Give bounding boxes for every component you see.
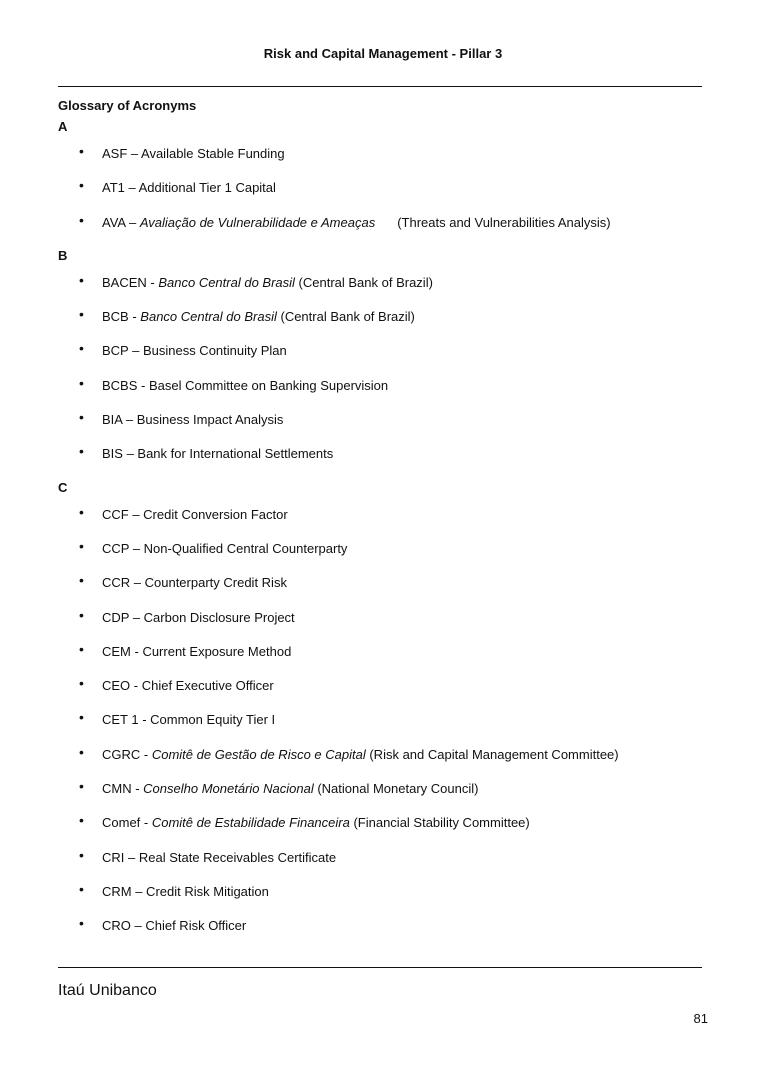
bullet-icon: • <box>79 537 84 554</box>
bullet-icon: • <box>79 177 84 194</box>
entry-prefix: CGRC - <box>102 746 152 762</box>
entry-text: BIA – Business Impact Analysis <box>102 412 284 428</box>
glossary-section-b <box>58 248 708 480</box>
entry-text: CRM – Credit Risk Mitigation <box>102 883 269 899</box>
bullet-icon: • <box>79 709 84 726</box>
bullet-icon: • <box>79 846 84 863</box>
entry-italic-term: Comitê de Estabilidade Financeira <box>151 815 350 831</box>
bullet-icon: • <box>79 572 84 589</box>
list-item <box>58 917 708 951</box>
entry-translation: (National Monetary Council) <box>313 781 479 797</box>
glossary-title: Glossary of Acronyms <box>58 98 197 113</box>
entry-prefix: CMN - <box>102 781 144 797</box>
bullet-icon: • <box>79 915 84 932</box>
entry-italic-term: Avaliação de Vulnerabilidade e Ameaças <box>139 214 376 230</box>
entry-translation: (Financial Stability Committee) <box>349 815 530 831</box>
list-item <box>58 271 708 308</box>
list-item <box>58 814 708 848</box>
entry-text: BCP – Business Continuity Plan <box>102 343 287 359</box>
list-item <box>58 606 708 643</box>
page-header-title: Risk and Capital Management - Pillar 3 <box>263 46 503 61</box>
entry-text: CEO - Chief Executive Officer <box>102 678 274 694</box>
entry-text: CCF – Credit Conversion Factor <box>102 506 288 522</box>
bullet-icon: • <box>79 443 84 460</box>
list-item <box>58 574 708 608</box>
section-letter: B <box>58 247 68 263</box>
entry-text: CDP – Carbon Disclosure Project <box>102 609 295 625</box>
list-item <box>58 179 708 213</box>
bullet-icon: • <box>79 743 84 760</box>
list-item <box>58 711 708 745</box>
entry-translation: (Central Bank of Brazil) <box>294 274 433 290</box>
entry-prefix: Comef - <box>102 815 152 831</box>
bullet-icon: • <box>79 778 84 795</box>
bullet-icon: • <box>79 503 84 520</box>
entry-italic-term: Banco Central do Brasil <box>140 309 277 325</box>
footer-company-name: Itaú Unibanco <box>58 982 157 999</box>
bullet-icon: • <box>79 640 84 657</box>
bullet-icon: • <box>79 271 84 288</box>
entry-text: CCR – Counterparty Credit Risk <box>102 575 287 591</box>
list-item <box>58 211 708 248</box>
bullet-icon: • <box>79 880 84 897</box>
bullet-icon: • <box>79 675 84 692</box>
list-item <box>58 342 708 376</box>
glossary <box>58 98 708 952</box>
entry-italic-term: Comitê de Gestão de Risco e Capital <box>151 746 366 762</box>
list-item <box>58 308 708 342</box>
bullet-icon: • <box>79 340 84 357</box>
bullet-icon: • <box>79 606 84 623</box>
list-item <box>58 780 708 814</box>
bullet-icon: • <box>79 143 84 159</box>
bullet-icon: • <box>79 211 84 228</box>
entry-list <box>58 145 708 248</box>
entry-italic-term: Conselho Monetário Nacional <box>143 781 314 797</box>
list-item <box>58 374 708 411</box>
bullet-icon: • <box>79 409 84 426</box>
page-number: 81 <box>693 1011 708 1026</box>
list-item <box>58 743 708 780</box>
list-item <box>58 640 708 677</box>
entry-prefix: BACEN - <box>102 274 159 290</box>
entry-text: CRO – Chief Risk Officer <box>102 918 247 934</box>
entry-text: AT1 – Additional Tier 1 Capital <box>102 180 276 196</box>
entry-list <box>58 271 708 480</box>
entry-prefix: BCB - <box>102 309 141 325</box>
entry-text: CRI – Real State Receivables Certificate <box>102 849 337 865</box>
entry-text: CEM - Current Exposure Method <box>102 643 292 659</box>
entry-text: ASF – Available Stable Funding <box>102 146 285 161</box>
glossary-section-c <box>58 480 708 952</box>
entry-italic-term: Banco Central do Brasil <box>158 274 295 290</box>
header-divider <box>58 86 702 87</box>
entry-list <box>58 503 708 952</box>
list-item <box>58 411 708 445</box>
entry-text: BIS – Bank for International Settlements <box>102 446 334 462</box>
section-letter: C <box>58 479 68 495</box>
entry-text: BCBS - Basel Committee on Banking Supervision <box>102 377 389 393</box>
list-item <box>58 145 708 179</box>
list-item <box>58 537 708 574</box>
bullet-icon: • <box>79 812 84 829</box>
entry-prefix: AVA – <box>102 214 140 230</box>
entry-text: CET 1 - Common Equity Tier I <box>102 712 276 728</box>
section-letter: A <box>58 119 68 134</box>
footer-divider <box>58 967 702 968</box>
entry-translation: (Threats and Vulnerabilities Analysis) <box>397 214 611 230</box>
list-item <box>58 503 708 540</box>
bullet-icon: • <box>79 306 84 323</box>
entry-text: CCP – Non-Qualified Central Counterparty <box>102 540 348 556</box>
list-item <box>58 445 708 479</box>
entry-translation: (Central Bank of Brazil) <box>276 309 415 325</box>
list-item <box>58 677 708 711</box>
list-item <box>58 846 708 883</box>
list-item <box>58 880 708 917</box>
glossary-section-a <box>58 119 708 248</box>
bullet-icon: • <box>79 374 84 391</box>
entry-translation: (Risk and Capital Management Committee) <box>365 746 619 762</box>
